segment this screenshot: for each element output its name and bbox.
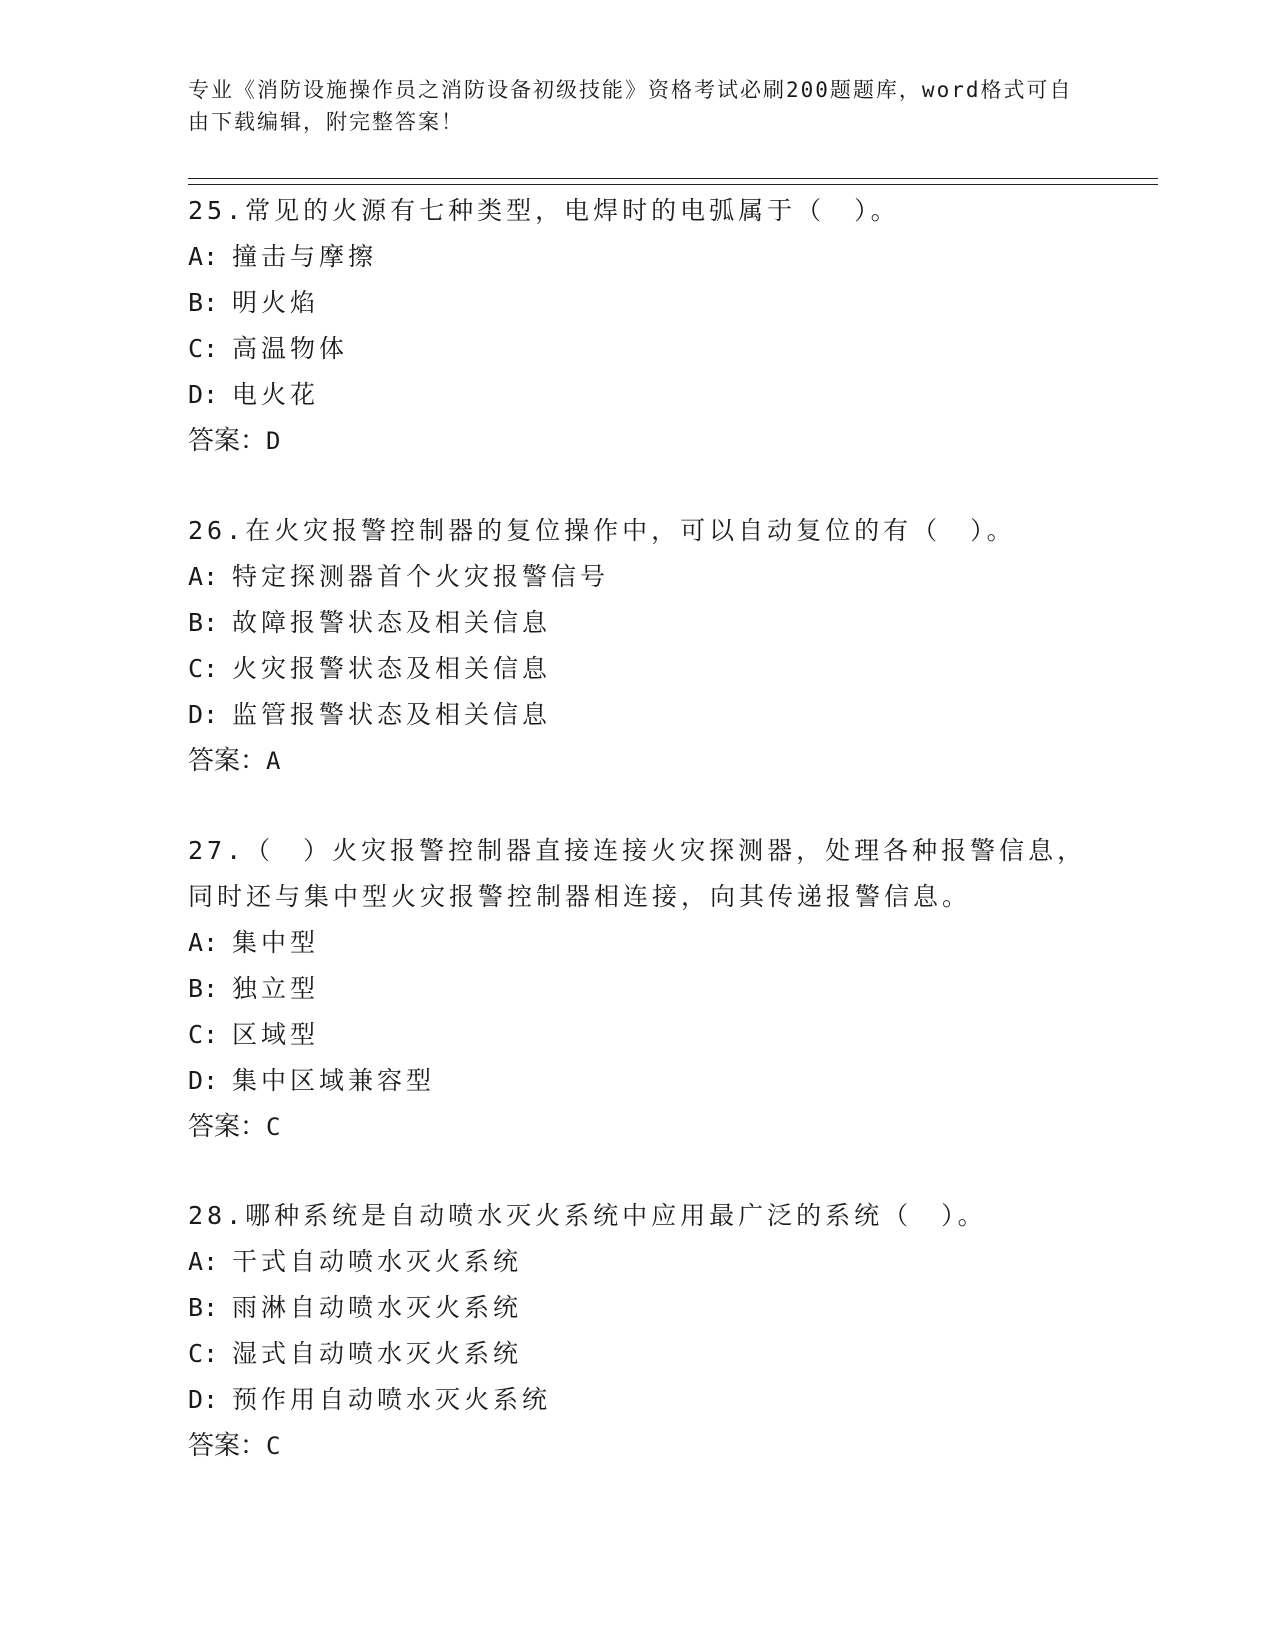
option-c [188, 1012, 1088, 1058]
option-letter: D: [188, 700, 219, 729]
option-letter: C: [188, 654, 219, 683]
question-block [188, 188, 1088, 464]
option-d [188, 1377, 1088, 1423]
option-text: 区域型 [232, 1020, 320, 1049]
answer-value: D [266, 427, 281, 455]
option-letter: A: [188, 1247, 219, 1276]
option-letter: D: [188, 380, 219, 409]
option-b [188, 280, 1088, 326]
option-letter: B: [188, 1293, 219, 1322]
option-letter: A: [188, 562, 219, 591]
option-text: 火灾报警状态及相关信息 [232, 654, 552, 683]
option-text: 高温物体 [232, 334, 349, 363]
answer-label: 答案： [188, 1431, 267, 1461]
option-c [188, 1331, 1088, 1377]
option-a [188, 1239, 1088, 1285]
answer-label: 答案： [188, 426, 267, 456]
option-text: 干式自动喷水灭火系统 [232, 1247, 523, 1276]
option-c [188, 646, 1088, 692]
option-text: 独立型 [232, 974, 320, 1003]
option-text: 电火花 [232, 380, 320, 409]
option-d [188, 1058, 1088, 1104]
option-c [188, 326, 1088, 372]
option-letter: C: [188, 334, 219, 363]
option-text: 特定探测器首个火灾报警信号 [232, 562, 610, 591]
option-text: 监管报警状态及相关信息 [232, 700, 552, 729]
option-a [188, 234, 1088, 280]
option-text: 预作用自动喷水灭火系统 [232, 1385, 552, 1414]
option-text: 集中型 [232, 928, 320, 957]
question-stem: 27.（ ）火灾报警控制器直接连接火灾探测器，处理各种报警信息，同时还与集中型火灾报警控制器相连接，向其传递报警信息。 [188, 836, 1087, 911]
option-a [188, 920, 1088, 966]
option-letter: C: [188, 1020, 219, 1049]
option-letter: C: [188, 1339, 219, 1368]
question-block [188, 828, 1088, 1150]
question-stem: 25.常见的火源有七种类型，电焊时的电弧属于（ ）。 [188, 196, 900, 225]
option-text: 撞击与摩擦 [232, 242, 378, 271]
option-text: 湿式自动喷水灭火系统 [232, 1339, 523, 1368]
answer-line [188, 738, 1088, 784]
question-stem: 28.哪种系统是自动喷水灭火系统中应用最广泛的系统（ ）。 [188, 1201, 987, 1230]
header-divider [188, 178, 1158, 185]
option-d [188, 372, 1088, 418]
document-header: 专业《消防设施操作员之消防设备初级技能》资格考试必刷200题题库，word格式可自由下载编辑，附完整答案！ [188, 78, 1073, 134]
answer-label: 答案： [188, 1112, 267, 1142]
option-letter: A: [188, 242, 219, 271]
option-letter: D: [188, 1385, 219, 1414]
option-letter: A: [188, 928, 219, 957]
option-b [188, 1285, 1088, 1331]
option-text: 雨淋自动喷水灭火系统 [232, 1293, 523, 1322]
answer-label: 答案： [188, 746, 267, 776]
option-text: 故障报警状态及相关信息 [232, 608, 552, 637]
answer-line [188, 1423, 1088, 1469]
question-block [188, 1193, 1088, 1469]
option-b [188, 600, 1088, 646]
option-text: 集中区域兼容型 [232, 1066, 436, 1095]
option-letter: B: [188, 608, 219, 637]
option-d [188, 692, 1088, 738]
option-text: 明火焰 [232, 288, 320, 317]
option-letter: B: [188, 288, 219, 317]
option-b [188, 966, 1088, 1012]
answer-line [188, 418, 1088, 464]
option-letter: D: [188, 1066, 219, 1095]
option-a [188, 554, 1088, 600]
question-stem: 26.在火灾报警控制器的复位操作中，可以自动复位的有（ ）。 [188, 516, 1016, 545]
answer-line [188, 1104, 1088, 1150]
answer-value: A [266, 747, 281, 775]
answer-value: C [266, 1113, 281, 1141]
answer-value: C [266, 1432, 281, 1460]
option-letter: B: [188, 974, 219, 1003]
question-block [188, 508, 1088, 784]
